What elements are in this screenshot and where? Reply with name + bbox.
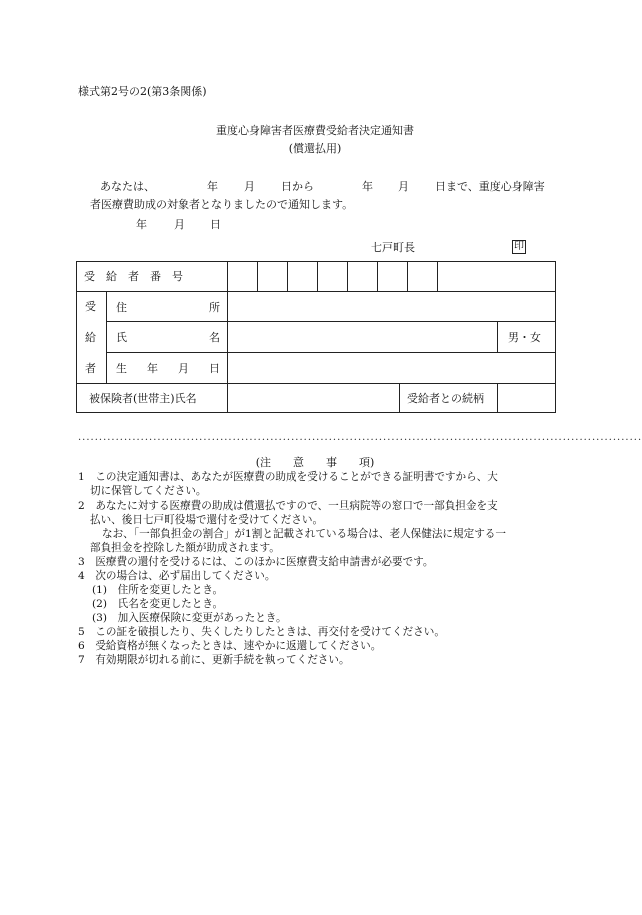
document-title: 重度心身障害者医療費受給者決定通知書 <box>216 124 414 137</box>
body-day-until: 日まで、重度心身障害 <box>435 180 545 193</box>
note-4-item-1: (1) 住所を変更したとき。 <box>92 584 224 596</box>
issuer-name: 七戸町長 <box>371 241 415 254</box>
body-day-from: 日から <box>281 180 314 193</box>
recipient-number-label: 受 給 者 番 号 <box>84 270 183 283</box>
body-year-2: 年 <box>362 180 373 193</box>
note-6: 6 受給資格が無くなったときは、速やかに返還してください。 <box>78 640 382 652</box>
note-2-cont: 払い、後日七戸町役場で還付を受けてください。 <box>90 514 324 526</box>
note-1: 1 この決定通知書は、あなたが医療費の助成を受けることができる証明書ですから、大 <box>78 471 498 483</box>
name-label-2: 名 <box>209 331 220 344</box>
note-7: 7 有効期限が切れる前に、更新手続を執ってください。 <box>78 654 350 666</box>
body-line-2: 者医療費助成の対象者となりましたので通知します。 <box>90 198 354 211</box>
form-label: 様式第2号の2(第3条関係) <box>78 85 207 98</box>
birth-label-1: 生 <box>116 362 127 375</box>
dotted-separator: ······································································································································· <box>78 435 642 446</box>
birth-label-2: 年 <box>147 362 158 375</box>
address-label-1: 住 <box>116 301 127 314</box>
body-year-1: 年 <box>207 180 218 193</box>
note-5: 5 この証を破損したり、失くしたりしたときは、再交付を受けてください。 <box>78 626 445 638</box>
gender-options: 男・女 <box>508 331 541 344</box>
body-intro: あなたは、 <box>100 180 155 193</box>
note-1-cont: 切に保管してください。 <box>90 485 207 497</box>
note-2-supplement: なお、「一部負担金の割合」が1割と記載されている場合は、老人保健法に規定する一 <box>102 528 506 540</box>
body-month-1: 月 <box>244 180 255 193</box>
date-month: 月 <box>174 218 185 231</box>
date-day: 日 <box>210 218 221 231</box>
note-2-supplement-cont: 部負担金を控除した額が助成されます。 <box>90 542 280 554</box>
birth-label-4: 日 <box>209 362 220 375</box>
recipient-group-char-1: 受 <box>85 300 96 313</box>
body-month-2: 月 <box>398 180 409 193</box>
recipient-group-char-3: 者 <box>85 362 96 375</box>
insured-name-label: 被保険者(世帯主)氏名 <box>89 392 197 405</box>
note-4-item-2: (2) 氏名を変更したとき。 <box>92 598 224 610</box>
notes-heading: (注 意 事 項) <box>255 456 375 469</box>
seal-mark: 印 <box>514 241 524 252</box>
relation-label: 受給者との続柄 <box>407 392 484 405</box>
note-4: 4 次の場合は、必ず届出してください。 <box>78 570 276 582</box>
birth-label-3: 月 <box>178 362 189 375</box>
recipient-group-char-2: 給 <box>85 331 96 344</box>
note-3: 3 医療費の還付を受けるには、このほかに医療費支給申請書が必要です。 <box>78 556 434 568</box>
address-label-2: 所 <box>209 301 220 314</box>
document-subtitle: (償還払用) <box>288 142 342 155</box>
note-4-item-3: (3) 加入医療保険に変更があったとき。 <box>92 612 287 624</box>
note-2: 2 あなたに対する医療費の助成は償還払ですので、一旦病院等の窓口で一部負担金を支 <box>78 500 498 512</box>
name-label-1: 氏 <box>116 331 127 344</box>
date-year: 年 <box>136 218 147 231</box>
